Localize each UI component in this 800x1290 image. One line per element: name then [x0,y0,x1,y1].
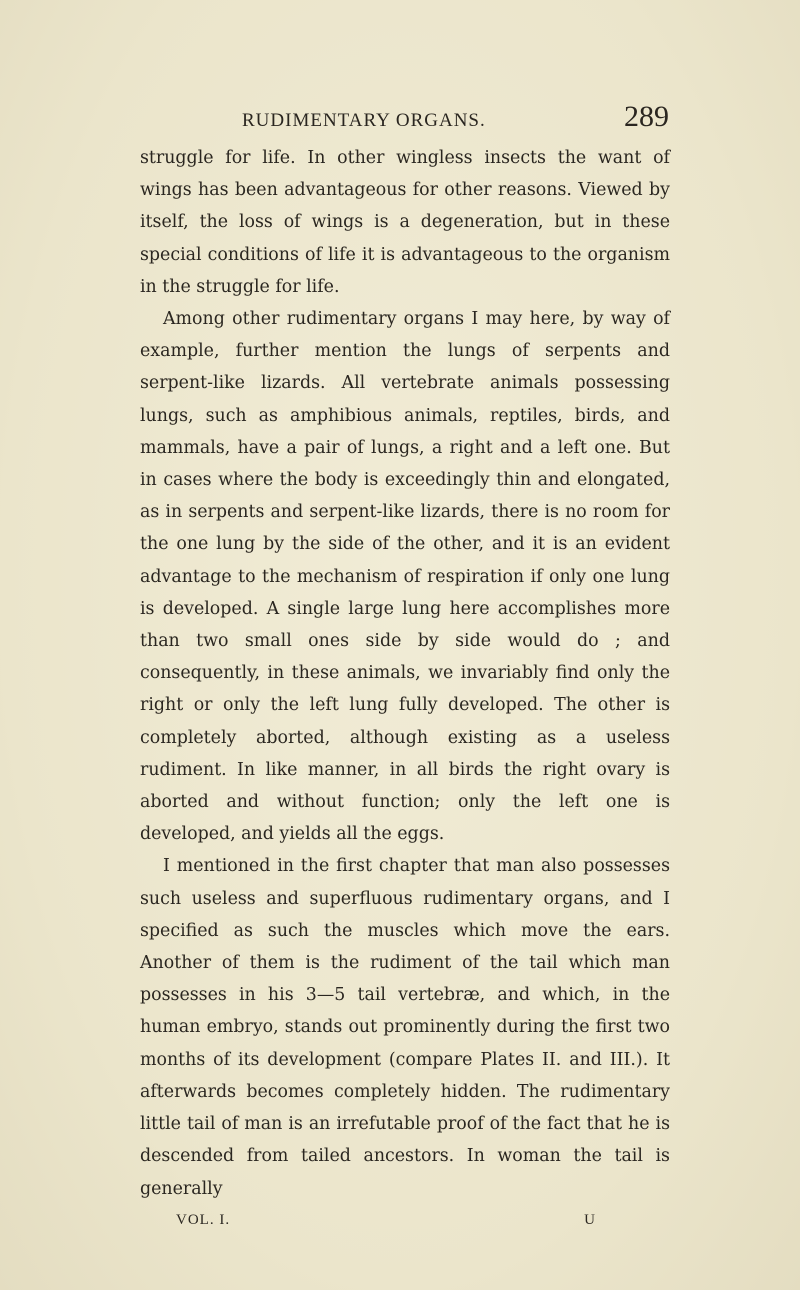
paragraph-continuation: struggle for life. In other wingless insects the want of wings has been advantageous for other reasons. Viewed by itself, the loss of wings is a degeneration, but in these special conditions of life it is advantageous to the organism in the struggle for life. [140,148,670,297]
volume-mark: VOL. I. [176,1212,231,1228]
signature-mark: U [584,1212,596,1228]
page-footer [176,1212,596,1236]
paragraph-rudimentary-lungs: Among other rudimentary organs I may here, by way of example, further mention the lungs of serpents and serpent-like lizards. All vertebrate animals possessing lungs, such as amphibious animals, reptiles, birds, and mammals, have a pair of lungs, a right and a left one. But in cases where the body is exceedingly thin and elongated, as in serpents and serpent-like lizards, there is no room for the one lung by the side of the other, and it is an evident advantage to the mechanism of respiration if only one lung is developed. A single large lung here accomplishes more than two small ones side by side would do ; and consequently, in these animals, we invariably find only the right or only the left lung fully developed. The other is completely aborted, although existing as a useless rudiment. In like manner, in all birds the right ovary is aborted and without function; only the left one is developed, and yields all the eggs. [140,309,670,845]
body-text [140,142,670,1205]
running-title: RUDIMENTARY ORGANS. [242,110,486,131]
page-number: 289 [624,100,669,133]
page-header [144,96,669,136]
paragraph-rudimentary-tail: I mentioned in the first chapter that man also possesses such useless and superfluous rudimentary organs, and I specified as such the muscles which move the ears. Another of them is the rudiment of the tail which man possesses in his 3—5 tail vertebræ, and which, in the human embryo, stands out prominently during the first two months of its development (compare Plates II. and III.). It afterwards becomes completely hidden. The rudimentary little tail of man is an irrefutable proof of the fact that he is descended from tailed ancestors. In woman the tail is generally [140,856,670,1199]
